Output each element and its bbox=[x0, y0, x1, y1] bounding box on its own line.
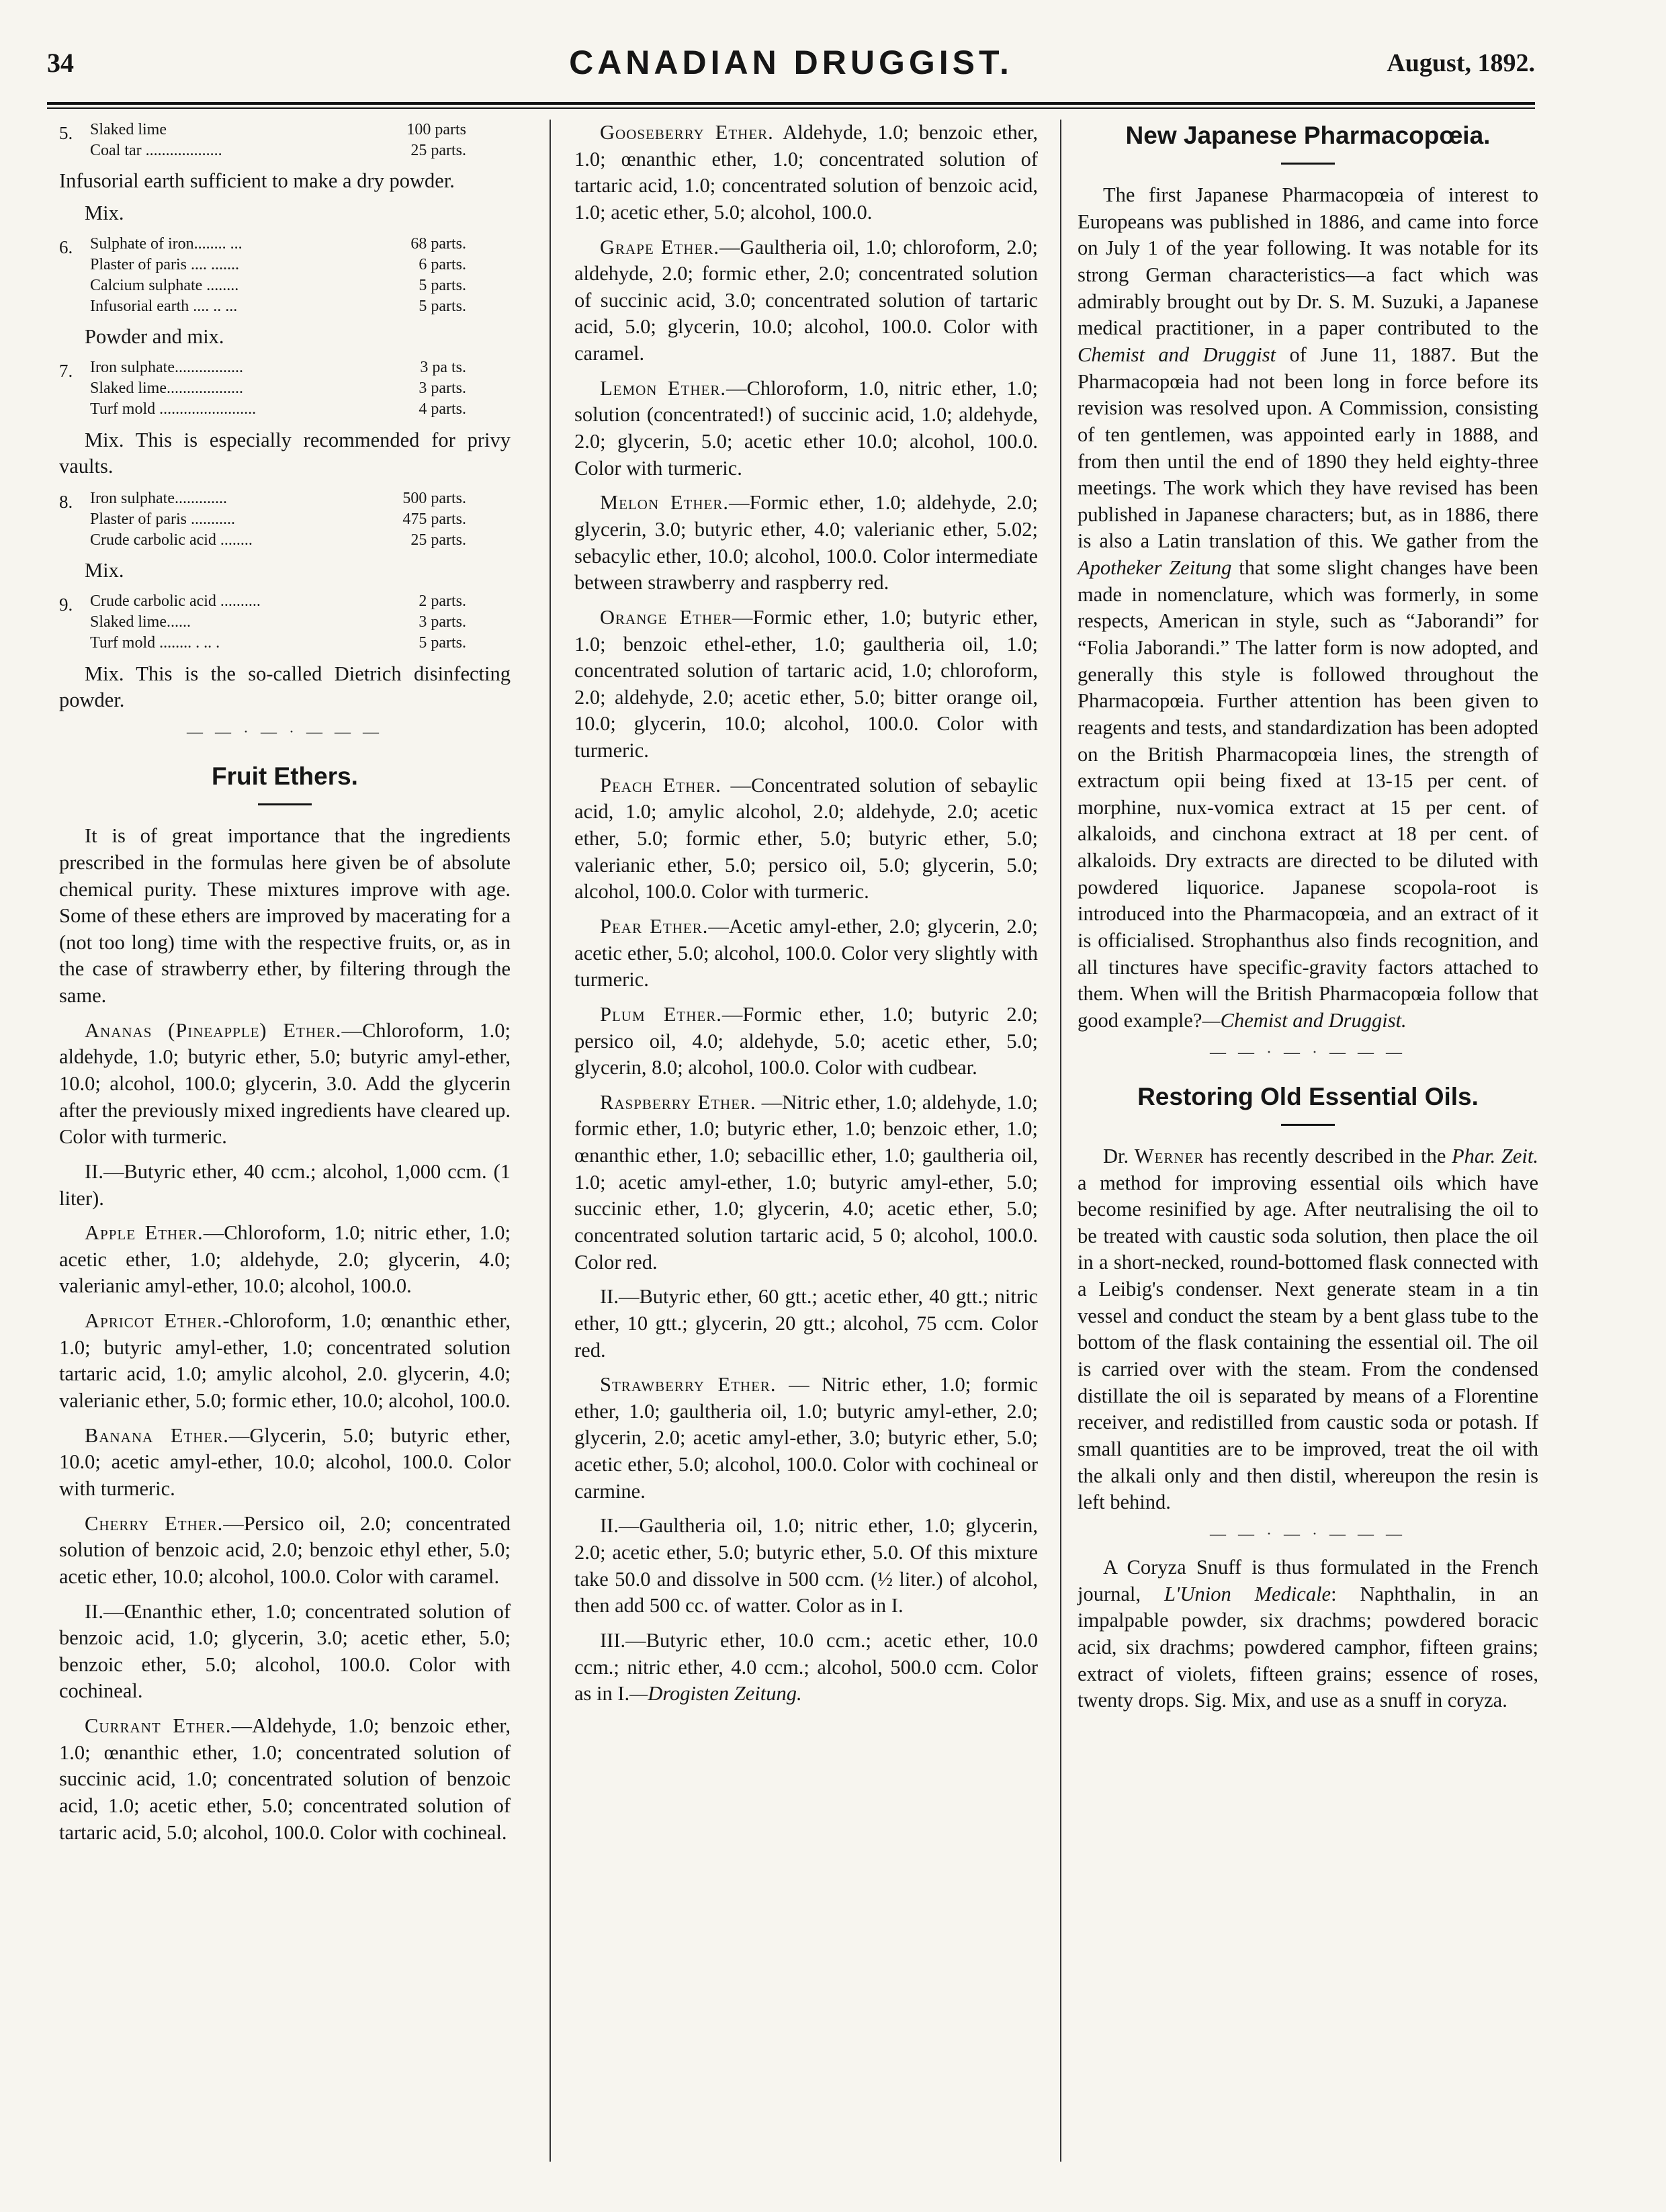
recipe-instruction: Mix. This is the so-called Dietrich disinfecting powder. bbox=[59, 662, 511, 712]
section-heading: New Japanese Pharmacopœia. bbox=[1125, 122, 1491, 149]
recipe-paragraph: Gooseberry Ether. Aldehyde, 1.0; benzoic ether, 1.0; œnanthic ether, 1.0; concentrated solution of tartaric acid, 1.0; concentrated solution of benzoic acid, 1.0; acetic ether, 5.0; alcohol, 100.0. bbox=[574, 121, 1038, 224]
recipe-name: Plum Ether. bbox=[600, 1002, 722, 1026]
recipe-6 bbox=[59, 234, 511, 318]
header-rule-thin bbox=[47, 107, 1535, 109]
section-heading: Fruit Ethers. bbox=[212, 762, 358, 791]
recipe-name: Strawberry Ether. bbox=[600, 1373, 777, 1397]
ingredient-row: Slaked lime 100 parts bbox=[90, 121, 466, 138]
recipe-paragraph: Strawberry Ether. — Nitric ether, 1.0; formic ether, 1.0; gaultheria oil, 1.0; butyric amyl-ether, 2.0; glycerin, 2.0; acetic amyl-ether, 3.0; butyric ether, 5.0; acetic ether, 5.0; alcohol, 100.0. Color with cochineal or carmine. bbox=[574, 1373, 1038, 1503]
paragraph: The first Japanese Pharmacopœia of interest to Europeans was published in 1886, and came into force on July 1 of the year following. It was notable for its strong German characteristics—a fact which was admirably brought out by Dr. S. M. Suzuki, a Japanese medical practitioner, in a paper contributed to the Chemist and Druggist of June 11, 1887. But the Pharmacopœia had not been long in force before its revision was resolved upon. A Commission, consisting of ten gentlemen, was appointed early in 1888, and from then until the end of 1890 they held eighty-three meetings. The work which they have revised has been published in Japanese characters; but, as in 1886, there is also a Latin translation of this. We gather from the Apotheker Zeitung that some slight changes have been made in nomenclature, which was formerly, in some respects, American in style, such as “Jaborandi” for “Folia Jaborandi.” The latter form is now adopted, and generally this style is followed throughout the Pharmacopœia. Further attention has been given to reagents and tests, and standardization has been adopted on the British Pharmacopœia lines, the strength of extractum opii being fixed at 13-15 per cent. of morphine, nux-vomica extract at 15 per cent. of alkaloids, and cinchona extract at 18 per cent. of alkaloids. Dry extracts are directed to be diluted with powdered liquorice. Japanese scopola-root is introduced into the Pharmacopœia, and an extract of it is officialised. Strophanthus also finds recognition, and all tinctures have specific-gravity factors attached to them. When will the British Pharmacopœia follow that good example?—Chemist and Druggist. bbox=[1078, 183, 1539, 1032]
recipe-name: Raspberry Ether. bbox=[600, 1090, 756, 1114]
masthead: CANADIAN DRUGGIST. bbox=[569, 44, 1013, 81]
ingredient-row: Plaster of paris .... ....... 6 parts. bbox=[90, 255, 466, 273]
recipe-paragraph: II.—Butyric ether, 60 gtt.; acetic ether, 40 gtt.; nitric ether, 10 gtt.; glycerin, 20 gtt.; alcohol, 75 ccm. Color red. bbox=[574, 1285, 1038, 1362]
ingredient-row: Turf mold ........ . .. . 5 parts. bbox=[90, 634, 466, 652]
paragraph: It is of great importance that the ingredients prescribed in the formulas here given be of absolute chemical purity. These mixtures improve with age. Some of these ethers are improved by macerating for a (not too long) time with the respective fruits, or, as in the case of strawberry ether, by filtering through the same. bbox=[59, 824, 511, 1008]
issue-date: August, 1892. bbox=[1387, 49, 1535, 77]
ingredient-row: Crude carbolic acid ........ 25 parts. bbox=[90, 531, 466, 549]
recipe-7 bbox=[59, 357, 511, 421]
person-name: Werner bbox=[1134, 1144, 1204, 1167]
recipe-number: 7. bbox=[59, 361, 73, 382]
heading-rule bbox=[258, 803, 312, 805]
recipe-paragraph: Orange Ether—Formic ether, 1.0; butyric ether, 1.0; benzoic ethel-ether, 1.0; gaultheria oil, 1.0; concentrated solution of tartaric acid, 1.0; chloroform, 2.0; aldehyde, 2.0; acetic ether, 5.0; bitter orange oil, 10.0; glycerin, 10.0; alcohol, 100.0. Color with turmeric. bbox=[574, 605, 1038, 762]
ingredient-row: Plaster of paris ........... 475 parts. bbox=[90, 511, 466, 529]
recipe-instruction: Mix. This is especially recommended for privy vaults. bbox=[59, 428, 511, 478]
ingredient-row: Slaked lime...... 3 parts. bbox=[90, 613, 466, 631]
recipe-paragraph: Grape Ether.—Gaultheria oil, 1.0; chloroform, 2.0; aldehyde, 2.0; formic ether, 2.0; concentrated solution of succinic acid, 3.0; concentrated solution of tartaric acid, 5.0; glycerin, 10.0; alcohol, 100.0. Color with caramel. bbox=[574, 235, 1038, 365]
heading-rule bbox=[1281, 163, 1335, 165]
ingredient-row: Sulphate of iron........ ... 68 parts. bbox=[90, 234, 466, 253]
recipe-name: Lemon Ether. bbox=[600, 376, 726, 400]
recipe-paragraph: Plum Ether.—Formic ether, 1.0; butyric 2.0; persico oil, 4.0; aldehyde, 5.0; acetic ether, 5.0; glycerin, 8.0; alcohol, 100.0. Color with cudbear. bbox=[574, 1002, 1038, 1079]
page-number: 34 bbox=[47, 48, 74, 78]
publication-name: Chemist and Druggist bbox=[1078, 343, 1276, 366]
recipe-name: Apple Ether. bbox=[85, 1221, 204, 1245]
header-rule-thick bbox=[47, 102, 1535, 105]
section-separator: — — · — · — — — bbox=[187, 723, 383, 741]
recipe-instruction: Mix. bbox=[85, 559, 124, 582]
recipe-paragraph: II.—Œnanthic ether, 1.0; concentrated solution of benzoic acid, 1.0; glycerin, 3.0; acetic ether, 5.0; benzoic ether, 5.0; alcohol, 100.0. Color with cochineal. bbox=[59, 1599, 511, 1703]
recipe-8 bbox=[59, 488, 511, 551]
column-2 bbox=[574, 120, 1038, 1716]
ingredient-row: Coal tar ................... 25 parts. bbox=[90, 142, 466, 160]
recipe-5 bbox=[59, 120, 511, 161]
recipe-name: Orange Ether bbox=[600, 605, 732, 629]
recipe-paragraph: II.—Gaultheria oil, 1.0; nitric ether, 1.0; glycerin, 2.0; acetic ether, 5.0; butyric ether, 5.0. Of this mixture take 50.0 and dissolve in 500 ccm. (½ liter.) of alcohol, then add 500 cc. of watter. Color as in I. bbox=[574, 1514, 1038, 1618]
recipe-paragraph: Apricot Ether.-Chloroform, 1.0; œnanthic ether, 1.0; butyric amyl-ether, 1.0; concentrated solution tartaric acid, 1.0; amylic alcohol, 2.0. glycerin, 4.0; valerianic ether, 5.0; formic ether, 10.0; alcohol, 100.0. bbox=[59, 1309, 511, 1413]
recipe-paragraph: III.—Butyric ether, 10.0 ccm.; acetic ether, 10.0 ccm.; nitric ether, 4.0 ccm.; alcohol, 500.0 ccm. Color as in I.—Drogisten Zeitung. bbox=[574, 1628, 1038, 1706]
publication-name: L'Union Medicale bbox=[1164, 1582, 1331, 1605]
recipe-paragraph: Raspberry Ether. —Nitric ether, 1.0; aldehyde, 1.0; formic ether, 1.0; butyric ether, 1.0; benzoic ether, 1.0; œnanthic ether, 1.0; sebacillic ether, 1.0; gaultheria oil, 1.0; acetic amyl-ether, 1.0; butyric amyl-ether, 5.0; succinic ether, 1.0; glycerin, 4.0; acetic ether, 5.0; concentrated solution tartaric acid, 5 0; alcohol, 100.0. Color red. bbox=[574, 1090, 1038, 1274]
paragraph: Dr. Werner has recently described in the Phar. Zeit. a method for improving essential oils which have become resinified by age. After neutralising the oil to be treated with caustic soda solution, then place the oil in a short-necked, round-bottomed flask connected with a Leibig's condenser. Next generate steam in a tin vessel and conduct the steam by a bent glass tube to the bottom of the flask containing the essential oil. The oil is carried over with the steam. From the condensed distillate the oil is separated by means of a Florentine receiver, and redistilled from caustic soda or potash. If small quantities are to be improved, treat the oil with the alkali only and then distil, whereupon the resin is left behind. bbox=[1078, 1144, 1538, 1514]
recipe-name: Peach Ether. bbox=[600, 773, 721, 797]
publication-name: Apotheker Zeitung bbox=[1078, 556, 1232, 580]
paragraph: A Coryza Snuff is thus formulated in the French journal, L'Union Medicale: Naphthalin, in an impalpable powder, six drachms; powdered boracic acid, six drachms; powdered camphor, fifteen grains; extract of violets, fifteen grains; essence of roses, twenty drops. Sig. Mix, and use as a snuff in coryza. bbox=[1078, 1556, 1539, 1712]
recipe-name: Ananas (Pineapple) Ether. bbox=[85, 1018, 342, 1042]
source-citation: —Chemist and Druggist. bbox=[1202, 1008, 1407, 1032]
recipe-paragraph: Peach Ether. —Concentrated solution of sebaylic acid, 1.0; amylic alcohol, 2.0; aldehyde, 2.0; acetic ether, 5.0; formic ether, 5.0; butyric ether, 5.0; valerianic ether, 5.0; persico oil, 5.0; glycerin, 5.0; alcohol, 100.0. Color with turmeric. bbox=[574, 773, 1038, 903]
recipe-9 bbox=[59, 591, 511, 654]
source-citation: —Drogisten Zeitung. bbox=[629, 1682, 802, 1706]
ingredient-row: Iron sulphate................. 3 pa ts. bbox=[90, 359, 466, 377]
section-heading: Restoring Old Essential Oils. bbox=[1137, 1082, 1479, 1110]
recipe-paragraph: II.—Butyric ether, 40 ccm.; alcohol, 1,000 ccm. (1 liter). bbox=[59, 1159, 511, 1210]
ingredient-row: Turf mold ........................ 4 parts. bbox=[90, 400, 466, 418]
recipe-paragraph: Ananas (Pineapple) Ether.—Chloroform, 1.0; aldehyde, 1.0; butyric ether, 5.0; butyric amyl-ether, 10.0; alcohol, 100.0; glycerin, 3.0. Add the glycerin after the previously mixed ingredients have cleared up. Color with turmeric. bbox=[59, 1018, 511, 1149]
recipe-name: Grape Ether. bbox=[600, 235, 720, 259]
page-header bbox=[47, 40, 1535, 94]
ingredient-row: Iron sulphate............. 500 parts. bbox=[90, 489, 466, 507]
recipe-name: Banana Ether. bbox=[85, 1423, 229, 1447]
recipe-instruction: Mix. bbox=[85, 202, 124, 225]
recipe-instruction: Powder and mix. bbox=[85, 325, 224, 349]
column-divider bbox=[550, 120, 551, 2162]
publication-name: Phar. Zeit. bbox=[1452, 1144, 1538, 1167]
recipe-number: 5. bbox=[59, 123, 73, 143]
ingredient-row: Infusorial earth .... .. ... 5 parts. bbox=[90, 298, 466, 316]
recipe-name: Cherry Ether. bbox=[85, 1511, 224, 1535]
column-1 bbox=[59, 120, 511, 1854]
recipe-name: Gooseberry Ether. bbox=[600, 121, 774, 144]
recipe-paragraph: Apple Ether.—Chloroform, 1.0; nitric ether, 1.0; acetic ether, 1.0; aldehyde, 2.0; glycerin, 4.0; valerianic amyl-ether, 10.0; alcohol, 100.0. bbox=[59, 1221, 511, 1298]
recipe-name: Pear Ether. bbox=[600, 914, 709, 938]
recipe-paragraph: Melon Ether.—Formic ether, 1.0; aldehyde, 2.0; glycerin, 3.0; butyric ether, 4.0; valerianic ether, 5.02; sebacylic ether, 10.0; alcohol, 100.0. Color intermediate between strawberry and raspberry red. bbox=[574, 491, 1038, 594]
column-3 bbox=[1078, 120, 1538, 1722]
recipe-name: Currant Ether. bbox=[85, 1714, 232, 1738]
section-separator: — — · — · — — — bbox=[1210, 1525, 1406, 1543]
section-separator: — — · — · — — — bbox=[1210, 1043, 1406, 1061]
heading-rule bbox=[1281, 1124, 1335, 1126]
recipe-instruction: Infusorial earth sufficient to make a dry powder. bbox=[59, 169, 455, 193]
recipe-paragraph: Pear Ether.—Acetic amyl-ether, 2.0; glycerin, 2.0; acetic ether, 5.0; alcohol, 100.0. Color very slightly with turmeric. bbox=[574, 914, 1039, 991]
recipe-paragraph: Lemon Ether.—Chloroform, 1.0, nitric ether, 1.0; solution (concentrated!) of succinic acid, 1.0; aldehyde, 2.0; glycerin, 5.0; acetic ether 10.0; alcohol, 100.0. Color with turmeric. bbox=[574, 376, 1038, 480]
recipe-number: 6. bbox=[59, 236, 73, 257]
ingredient-row: Slaked lime................... 3 parts. bbox=[90, 380, 466, 398]
column-divider bbox=[1060, 120, 1061, 2162]
ingredient-row: Crude carbolic acid .......... 2 parts. bbox=[90, 592, 466, 611]
recipe-paragraph: Banana Ether.—Glycerin, 5.0; butyric ether, 10.0; acetic amyl-ether, 10.0; alcohol, 100.0. Color with turmeric. bbox=[59, 1423, 511, 1500]
recipe-paragraph: Cherry Ether.—Persico oil, 2.0; concentrated solution of benzoic acid, 2.0; benzoic ethyl ether, 5.0; acetic ether, 10.0; alcohol, 100.0. Color with caramel. bbox=[59, 1511, 511, 1588]
recipe-number: 9. bbox=[59, 594, 73, 615]
recipe-paragraph: Currant Ether.—Aldehyde, 1.0; benzoic ether, 1.0; œnanthic ether, 1.0; concentrated solution of succinic acid, 1.0; concentrated solution of benzoic acid, 1.0; acetic ether, 5.0; concentrated solution of tartaric acid, 5.0; alcohol, 100.0. Color with cochineal. bbox=[59, 1714, 511, 1844]
ingredient-row: Calcium sulphate ........ 5 parts. bbox=[90, 277, 466, 295]
recipe-number: 8. bbox=[59, 491, 73, 512]
recipe-name: Melon Ether. bbox=[600, 491, 729, 515]
recipe-name: Apricot Ether. bbox=[85, 1309, 223, 1333]
